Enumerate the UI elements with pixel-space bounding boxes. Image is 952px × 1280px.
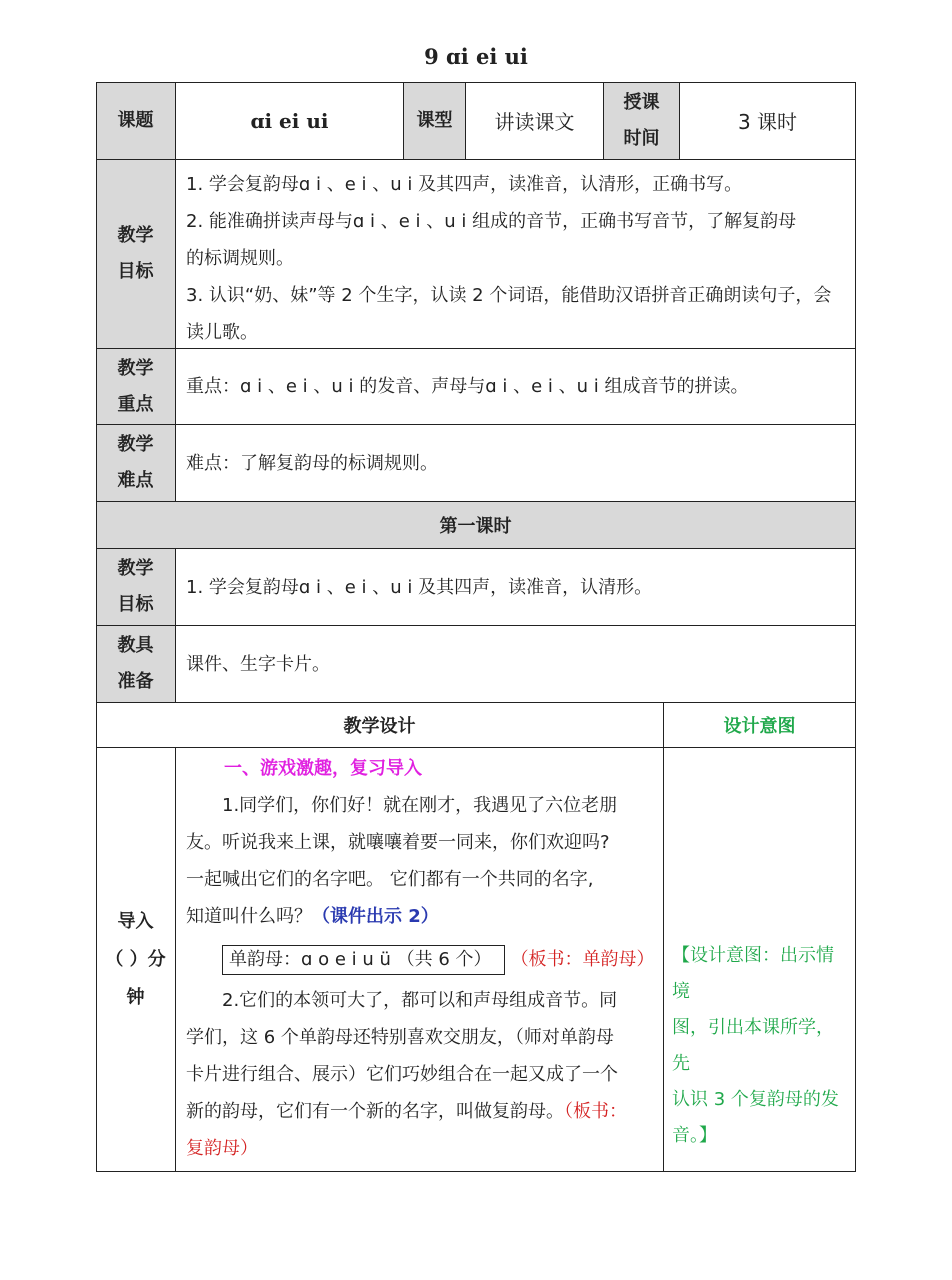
goals-label-line-2: 目标	[117, 261, 154, 282]
materials-text: 课件、生字卡片。	[176, 626, 856, 703]
type-value: 讲读课文	[466, 82, 604, 160]
paragraph-line: 学们，这 6 个单韵母还特别喜欢交朋友，（师对单韵母	[186, 1027, 614, 1048]
courseware-note: （课件出示 2）	[312, 906, 439, 927]
materials-label-line-2: 准备	[117, 671, 154, 692]
paragraph-line: 友。听说我来上课，就嚷嚷着要一同来，你们欢迎吗?	[186, 832, 610, 853]
topic-value: ɑi ei ui	[176, 82, 404, 160]
lesson-one-banner: 第一课时	[96, 502, 856, 549]
paragraph-line: 一起喊出它们的名字吧。 它们都有一个共同的名字,	[186, 869, 594, 890]
materials-label	[96, 626, 176, 703]
intro-label	[96, 748, 176, 1172]
goals-line: 的标调规则。	[186, 248, 294, 269]
key-points-text: 重点：ɑ i 、e i 、u i 的发音、声母与ɑ i 、e i 、u i 组成音节的拼读。	[176, 349, 856, 425]
goals-line: 1. 学会复韵母ɑ i 、e i 、u i 及其四声，读准音，认清形，正确书写。	[186, 174, 743, 195]
lesson-goals-label-line-2: 目标	[117, 594, 154, 615]
topic-label: 课题	[96, 82, 176, 160]
goals-content	[176, 160, 856, 349]
time-label-line-1: 授课	[623, 91, 660, 113]
lesson-goals-label-line-1: 教学	[117, 558, 154, 579]
intent-line: 音。】	[672, 1125, 717, 1146]
section-title: 一、游戏激趣，复习导入	[224, 758, 422, 779]
paragraph-line	[186, 1093, 657, 1130]
time-label-line-2: 时间	[623, 127, 660, 149]
lesson-goals-label	[96, 549, 176, 626]
goals-label-line-1: 教学	[117, 225, 154, 246]
difficulty-label	[96, 425, 176, 502]
board-note: （板书：单韵母）	[510, 949, 655, 970]
key-points-label-line-2: 重点	[117, 393, 154, 415]
lesson-goals-text: 1. 学会复韵母ɑ i 、e i 、u i 及其四声，读准音，认清形。	[176, 549, 856, 626]
difficulty-text: 难点：了解复韵母的标调规则。	[176, 425, 856, 502]
goals-label	[96, 160, 176, 349]
time-value: 3 课时	[680, 82, 856, 160]
difficulty-label-line-2: 难点	[117, 470, 154, 491]
paragraph-text: 知道叫什么吗？	[186, 906, 312, 927]
intent-line: 图，引出本课所学，先	[672, 1017, 834, 1074]
intent-line: 【设计意图：出示情境	[672, 945, 834, 1002]
paragraph-text: 新的韵母，它们有一个新的名字，叫做复韵母。	[186, 1101, 564, 1122]
paragraph-line: 卡片进行组合、展示）它们巧妙组合在一起又成了一个	[186, 1064, 618, 1085]
single-finals-box: 单韵母：ɑ o e i u ü （共 6 个）	[222, 945, 505, 975]
goals-line: 2. 能准确拼读声母与ɑ i 、e i 、u i 组成的音节，正确书写音节，了解复韵母	[186, 211, 797, 232]
intro-content	[176, 748, 664, 1172]
key-points-label-line-1: 教学	[117, 357, 154, 379]
paragraph-line: 2.它们的本领可大了，都可以和声母组成音节。同	[222, 990, 618, 1011]
type-label: 课型	[404, 82, 466, 160]
intro-label-line-1: 导入	[117, 910, 154, 932]
intro-label-line-2: （ ）分	[105, 948, 166, 970]
board-note: （板书：	[564, 1101, 627, 1122]
time-label	[604, 82, 680, 160]
design-header: 教学设计	[96, 703, 664, 748]
document-title: 9 ɑi ei ui	[424, 44, 528, 69]
difficulty-label-line-1: 教学	[117, 434, 154, 455]
goals-line: 读儿歌。	[186, 322, 258, 343]
intent-header: 设计意图	[664, 703, 856, 748]
paragraph-line	[186, 898, 657, 935]
intent-content	[664, 748, 856, 1172]
intent-line: 认识 3 个复韵母的发	[672, 1089, 839, 1110]
intro-label-line-3: 钟	[126, 986, 145, 1008]
board-note: 复韵母）	[186, 1138, 258, 1159]
key-points-label	[96, 349, 176, 425]
goals-line: 3. 认识“奶、妹”等 2 个生字，认读 2 个词语，能借助汉语拼音正确朗读句子，会	[186, 285, 832, 306]
paragraph-line: 1.同学们，你们好！就在刚才，我遇见了六位老朋	[222, 795, 618, 816]
materials-label-line-1: 教具	[117, 635, 154, 656]
board-line	[222, 941, 657, 978]
